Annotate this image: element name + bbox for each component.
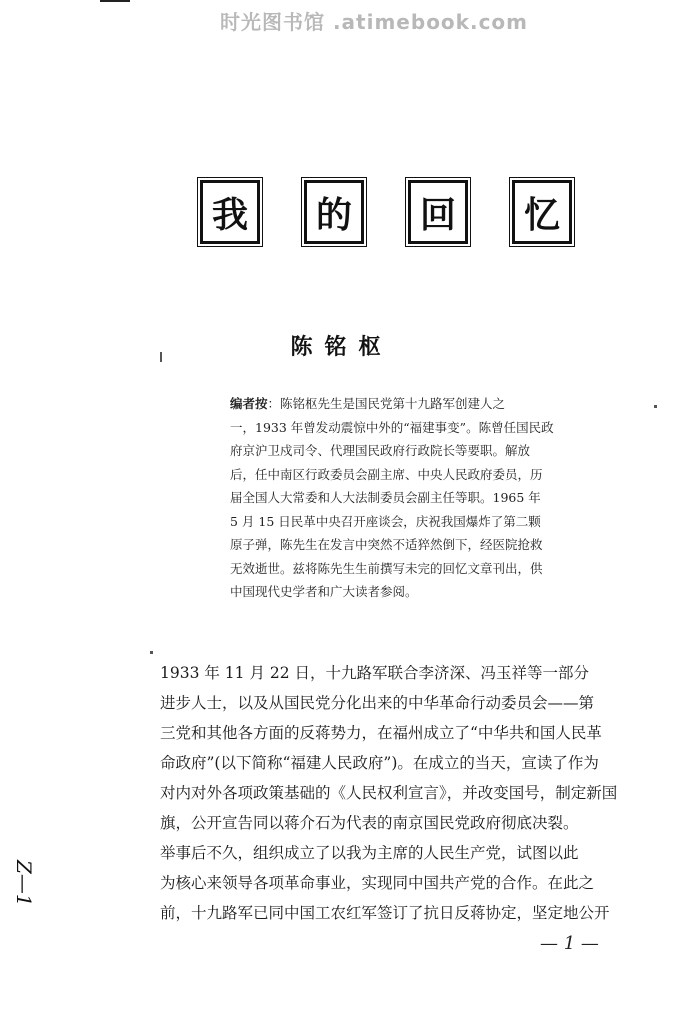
note-line: 5 月 15 日民革中央召开座谈会，庆祝我国爆炸了第二颗 bbox=[230, 513, 541, 529]
title-char: 的 bbox=[304, 180, 364, 244]
note-text: ：陈铭枢先生是国民党第十九路军创建人之 bbox=[267, 396, 506, 411]
body-text bbox=[160, 658, 645, 928]
title-char: 忆 bbox=[512, 180, 572, 244]
body-line: 命政府”(以下简称“福建人民政府”)。在成立的当天，宣读了作为 bbox=[160, 754, 599, 772]
top-edge-mark bbox=[100, 0, 130, 2]
body-line: 为核心来领导各项革命事业，实现同中国共产党的合作。在此之 bbox=[160, 874, 595, 892]
author-name: 陈铭枢 bbox=[290, 334, 393, 360]
note-line: 无效逝世。兹将陈先生生前撰写未完的回忆文章刊出，供 bbox=[230, 560, 543, 576]
note-line: 原子弹，陈先生在发言中突然不适猝然倒下，经医院抢救 bbox=[230, 537, 543, 552]
editor-note bbox=[230, 392, 580, 604]
title-char: 回 bbox=[408, 180, 468, 244]
note-line bbox=[230, 392, 580, 416]
page-number: — 1 — bbox=[540, 933, 599, 954]
body-line: 旗，公开宣告同以蒋介石为代表的南京国民党政府彻底决裂。 bbox=[160, 814, 579, 832]
title-char: 我 bbox=[200, 180, 260, 244]
note-line: 后，任中南区行政委员会副主席、中央人民政府委员，历 bbox=[230, 466, 543, 482]
note-line: 届全国人大常委和人大法制委员会副主任等职。1965 年 bbox=[230, 490, 541, 505]
scan-speck bbox=[654, 405, 657, 408]
note-label: 编者按 bbox=[230, 396, 268, 411]
scan-speck bbox=[150, 651, 153, 654]
note-line: 府京沪卫戍司令、代理国民政府行政院长等要职。解放 bbox=[230, 443, 531, 458]
body-line: 1933 年 11 月 22 日，十九路军联合李济深、冯玉祥等一部分 bbox=[160, 664, 590, 682]
margin-annotation: Z—1 bbox=[12, 860, 36, 907]
body-line: 举事后不久，组织成立了以我为主席的人民生产党，试图以此 bbox=[160, 844, 579, 862]
body-line: 对内对外各项政策基础的《人民权利宣言》，并改变国号，制定新国 bbox=[160, 784, 618, 802]
body-line: 三党和其他各方面的反蒋势力，在福州成立了“中华共和国人民革 bbox=[160, 724, 602, 742]
body-line: 进步人士，以及从国民党分化出来的中华革命行动委员会——第 bbox=[160, 694, 595, 712]
note-line: 中国现代史学者和广大读者参阅。 bbox=[230, 584, 418, 599]
note-line: 一，1933 年曾发动震惊中外的“福建事变”。陈曾任国民政 bbox=[230, 419, 554, 435]
watermark: 时光图书馆 .atimebook.com bbox=[220, 10, 529, 34]
scan-speck bbox=[160, 352, 162, 362]
body-line: 前，十九路军已同中国工农红军签订了抗日反蒋协定，坚定地公开 bbox=[160, 904, 610, 922]
article-title bbox=[200, 180, 572, 244]
